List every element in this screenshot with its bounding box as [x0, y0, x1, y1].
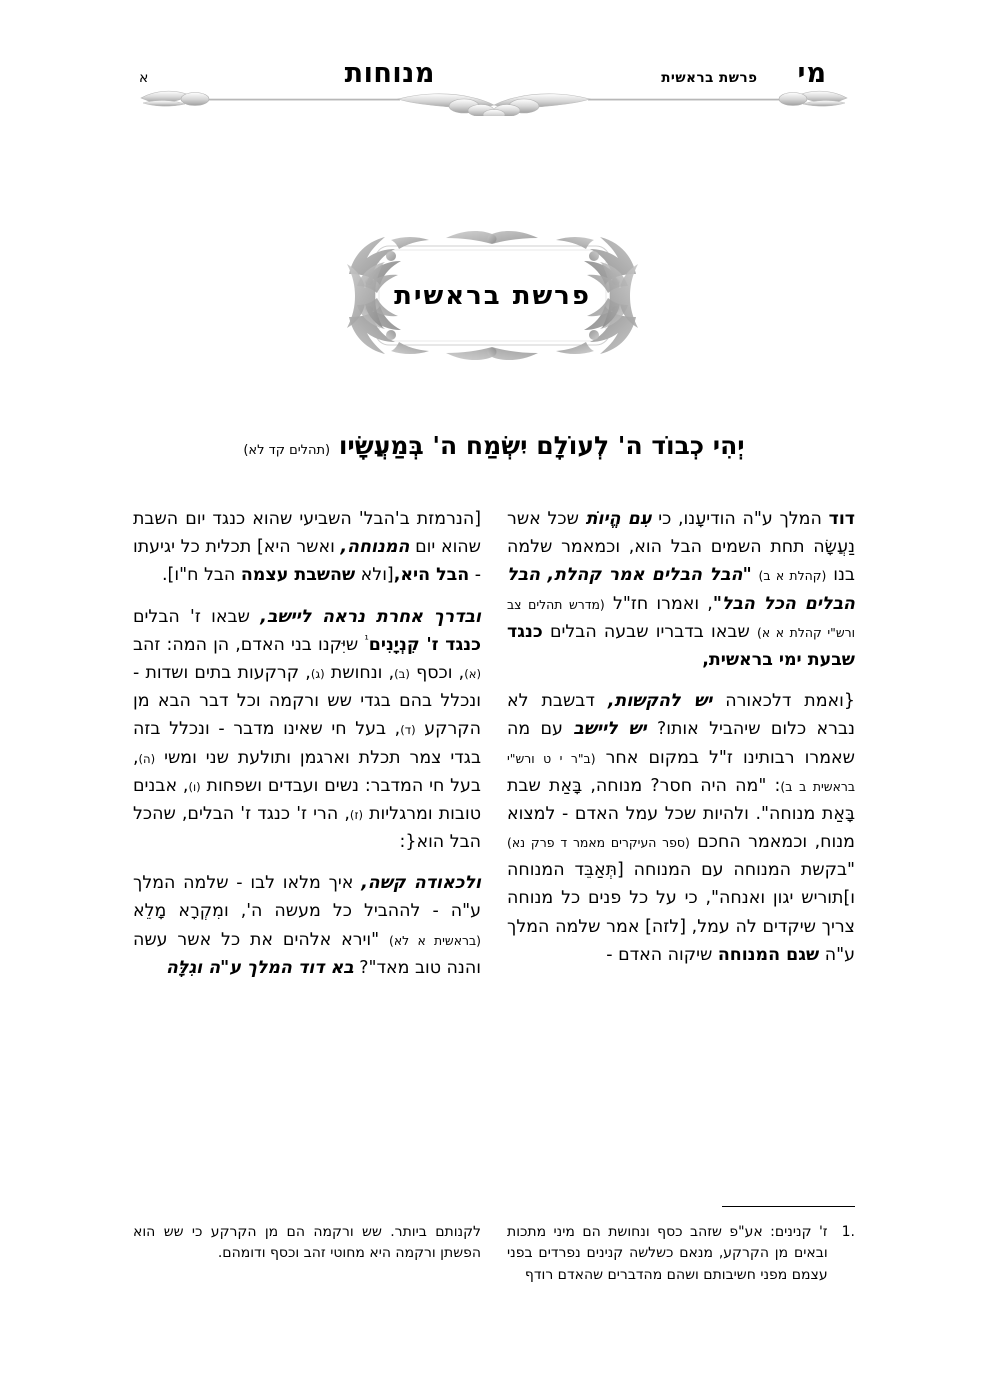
footnote-columns — [133, 1222, 855, 1342]
run-plain: המלך ע"ה הודיעָנו, כי — [651, 509, 829, 529]
text-column-left — [133, 505, 481, 1195]
run-plain: דבשבת לא נברא כלום שיהביל אותו? — [507, 691, 856, 740]
run-enumeration-mark: (ב) — [394, 666, 410, 681]
run-plain: , בעל חי שאינו מדבר - ונכלל בזה בגדי צמר תכלת וארגמן ותולעת שני ומשי — [133, 719, 481, 768]
run-plain: , וכסף — [409, 662, 465, 683]
paragraph — [133, 869, 481, 982]
run-bold: דוד — [828, 509, 856, 529]
run-enumeration-mark: (ז) — [349, 807, 363, 822]
run-bold: שגם המנוחה — [717, 944, 820, 965]
run-italic: יש להקשות, — [607, 691, 713, 712]
run-source-citation: (קהלת א ב) — [758, 568, 827, 584]
footnote-column-right — [507, 1222, 855, 1342]
run-enumeration-mark: (ו) — [188, 779, 201, 794]
run-plain: שכל אשר נַעֲשָׂה תחת השמים הבל הוא, וכמאמר שלמה בנו — [507, 509, 855, 586]
run-plain: , ואמרו חז"ל — [604, 593, 713, 614]
running-head-folio: א — [139, 70, 149, 86]
run-plain: : "מה היה חסר? מנוחה, בָּאַת שבת בָּאַת מנוחה". ולהיות שכל עמל האדם - למצוא מנוח, וכמאמר החכם — [507, 775, 855, 853]
header-ornament-divider — [133, 86, 855, 116]
run-enumeration-mark: (ג) — [310, 666, 325, 681]
body-columns — [133, 505, 855, 1195]
run-bold: כנגד ז' קִנְיָנִים — [368, 634, 481, 655]
run-plain: עם מה שאמרו רבותינו ז"ל במקום אחר — [507, 719, 855, 768]
paragraph — [507, 505, 855, 674]
parsha-title: פרשת בראשית — [394, 280, 591, 311]
run-plain: , קרקעות בתים ושדות - ונכלל בהם בגדי שש ורקמה וכל דבר הבא מן הקרקע — [133, 662, 481, 740]
run-italic: עִם הֱיוֹת — [585, 509, 652, 529]
run-plain: , בעל חי המדבר: נשים ועבדים ושפחות — [133, 747, 481, 796]
run-source-citation: (מדרש תהלים צב ורש"י קהלת א א) — [507, 596, 855, 640]
run-source-citation: (בראשית א לא) — [389, 932, 481, 948]
opening-verse-text: יְהִי כְבוֹד ה' לְעוֹלָם יִשְׂמַח ה' בְּמַעֲשָׂיו — [338, 431, 745, 460]
footnote-continuation: לקנותם ביותר. שש ורקמה הם מן הקרקע כי שש הוא הפשתן ורקמה היא מחוטי זהב וכסף ודומהם. — [133, 1224, 481, 1262]
run-plain: "וירא אלהים את כל אשר עשה והנה טוב מאד"? — [133, 929, 481, 978]
run-italic: ובדרך אחרת נראה ליישב, — [260, 606, 481, 627]
paragraph — [507, 687, 855, 969]
run-plain: הבל ח"ו]. — [162, 565, 241, 586]
run-plain — [752, 565, 759, 585]
run-plain: שבאו בדבריו שבעה הבלים — [542, 621, 757, 642]
run-plain: איך מלאו לבו - שלמה המלך ע"ה - לההביל כל מעשה ה', ומִקְרָא מָלֵא — [133, 873, 481, 922]
footnote-text: ז' קנינים: אע"פ שזהב כסף ונחושת הם מיני מתכות ובאים מן הקרקע, מנאם כשלשה קנינים נפרדים בפני עצמם מפני חשיבותם ושהם מהדברים שהאדם רודף — [507, 1224, 828, 1283]
running-head-book-title: מנוחות — [344, 58, 435, 89]
run-plain: ואמת דלכאורה — [712, 691, 844, 712]
run-enumeration-mark: (ד) — [400, 723, 416, 738]
run-plain: , ונחושת — [324, 662, 395, 683]
run-source-citation: (ב"ר י ט ורש"י בראשית ב ב) — [507, 750, 856, 794]
run-plain: "בקשת המנוחה עם המנוחה [תְּאַבֵּד המנוחה ו]תוריש יגון ואנחה", כי על כל פנים כל מנוחה צריך שיקדים לה עמל, [לזה] אמר שלמה המלך ע"ה — [507, 860, 855, 965]
run-bold: כנגד שבעת ימי בראשית, — [507, 621, 855, 670]
run-italic: "הבל הבלים אמר קהלת, הבל הבלים הכל הבל" — [507, 565, 855, 614]
paragraph — [133, 603, 481, 857]
run-plain: שבאו ז' הבלים — [133, 606, 261, 627]
footnote-column-left — [133, 1222, 481, 1342]
run-italic: בא דוד המלך ע"ה וגִלָּה — [165, 957, 354, 978]
run-bold: הבל היא, — [393, 565, 470, 586]
run-plain: שיִּקנו בני האדם, הן המה: זהב — [133, 634, 365, 655]
opening-verse-source: (תהלים קד לא) — [243, 443, 331, 458]
parsha-title-frame — [341, 228, 644, 363]
run-enumeration-mark: (א) — [464, 666, 481, 681]
run-source-citation: (ספר העיקרים מאמר ד פרק נא) — [507, 835, 690, 851]
running-head-parsha: פרשת בראשית — [661, 70, 758, 86]
run-plain: , אבנים טובות ומרגליות — [133, 775, 481, 824]
footnote-number: 1. — [841, 1224, 855, 1240]
run-plain: שיקוה האדם - — [606, 944, 718, 965]
footnote-separator-rule — [722, 1206, 855, 1207]
run-plain: [הנרמזת ב'הבל' השביעי שהוא כנגד יום השבת שהוא יום — [133, 509, 481, 558]
running-head-catchword: מי — [797, 58, 827, 89]
run-plain: ואשר היא] תכלית כל יגיעתו - — [133, 537, 481, 586]
opening-verse — [133, 428, 855, 464]
run-plain: { — [843, 691, 855, 712]
run-italic: המנוחה, — [340, 537, 410, 558]
text-column-right — [507, 505, 855, 1195]
run-italic: ולכאודה קשה, — [361, 873, 482, 894]
paragraph — [133, 505, 481, 590]
run-italic: יש ליישב — [573, 719, 647, 740]
footnote-item — [507, 1222, 855, 1286]
run-enumeration-mark: (ה) — [138, 751, 156, 766]
footnote-reference: ¹ — [364, 632, 369, 646]
run-plain: [ולא — [355, 565, 394, 586]
run-plain: , הרי ז' כנגד ז' הבלים, שהכל הבל הוא{: — [133, 803, 481, 853]
run-bold: שהשבת עצמה — [240, 565, 356, 586]
